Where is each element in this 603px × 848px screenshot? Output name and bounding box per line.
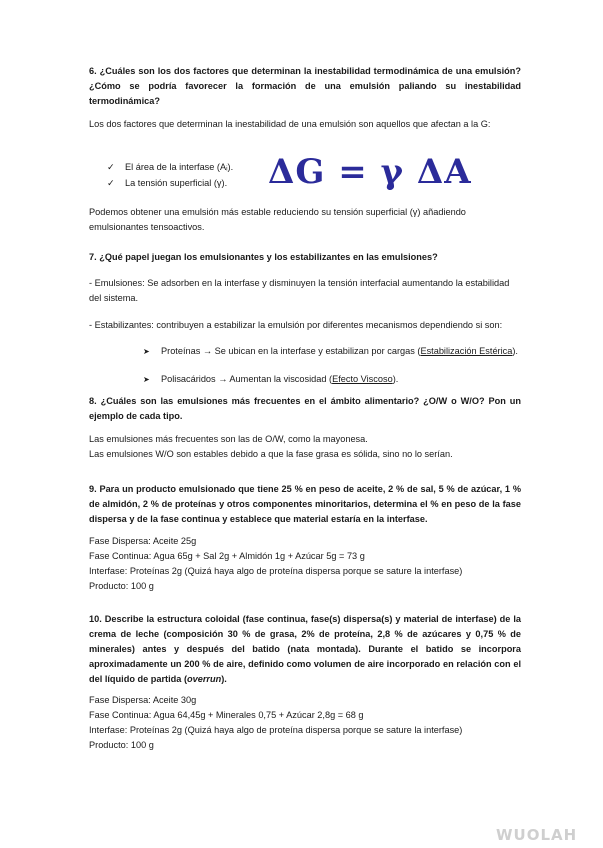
q10-producto: Producto: 100 g [89, 740, 154, 750]
q6-bullet-area [107, 160, 233, 175]
arrow-bullet-icon: ➤ [143, 347, 150, 356]
gibbs-formula: ΔG = γ ΔA [268, 152, 472, 192]
q8-answer [89, 432, 521, 462]
q6-intro: Los dos factores que determinan la inestabilidad de una emulsión son aquellos que afectan a la G: [89, 119, 491, 129]
q6-bullet-tension [107, 176, 227, 191]
q8-line-2: Las emulsiones W/O son estables debido a que la fase grasa es sólida, sino no lo serían. [89, 449, 453, 459]
q9-producto: Producto: 100 g [89, 581, 154, 591]
q7-estabilizantes: - Estabilizantes: contribuyen a estabilizar la emulsión por diferentes mecanismos dependiendo si son: [89, 320, 503, 330]
check-icon: ✓ [107, 178, 115, 188]
check-icon: ✓ [107, 162, 115, 172]
q10-question: 10. Describe la estructura coloidal (fase continua, fase(s) dispersa(s) y material de interfase) de la crema de leche (composición 30 % de grasa, 2% de proteína, 2,8 % de azúcares y 0,75 % de minerales) antes y después del batido (nata montada). Durante el batido se incorpora aproximadamente un 200 % de aire, definido como volumen de aire incorporado en relación con el del líquido de partida (overrun). [89, 614, 521, 684]
bullet-text: El área de la interfase (Aᵢ). [125, 162, 234, 172]
q10-interfase: Interfase: Proteínas 2g (Quizá haya algo de proteína dispersa porque se sature la interfase) [89, 725, 463, 735]
q9-fase-continua: Fase Continua: Agua 65g + Sal 2g + Almidón 1g + Azúcar 5g = 73 g [89, 551, 365, 561]
bullet-text: La tensión superficial (γ). [125, 178, 228, 188]
q10-fase-continua: Fase Continua: Agua 64,45g + Minerales 0,75 + Azúcar 2,8g = 68 g [89, 710, 364, 720]
efecto-viscoso-link: Efecto Viscoso [332, 374, 393, 384]
q10-answer [89, 693, 521, 753]
q9-interfase: Interfase: Proteínas 2g (Quizá haya algo de proteína dispersa porque se sature la interfase) [89, 566, 463, 576]
wuolah-watermark: WUOLAH [496, 826, 578, 844]
q7-emulsiones: - Emulsiones: Se adsorben en la interfase y disminuyen la tensión interfacial aumentando la estabilidad del sistema. [89, 278, 510, 303]
estabilizacion-esterica-link: Estabilización Estérica [420, 346, 513, 356]
q6-question: 6. ¿Cuáles son los dos factores que determinan la inestabilidad termodinámica de una emulsión?¿Cómo se podría favorecer la formación de una emulsión paliando su inestabilidad termodinámica? [89, 66, 521, 106]
q7-item-proteinas: ➤ Proteínas → Se ubican en la interfase y estabilizan por cargas (Estabilización Estérica). [143, 344, 523, 359]
q10-fase-dispersa: Fase Dispersa: Aceite 30g [89, 695, 197, 705]
arrow-bullet-icon: ➤ [143, 375, 150, 384]
q6-answer: Podemos obtener una emulsión más estable reduciendo su tensión superficial (γ) añadiendo emulsionantes tensoactivos. [89, 207, 466, 232]
q7-question: 7. ¿Qué papel juegan los emulsionantes y los estabilizantes en las emulsiones? [89, 252, 438, 262]
q9-fase-dispersa: Fase Dispersa: Aceite 25g [89, 536, 197, 546]
q8-question: 8. ¿Cuáles son las emulsiones más frecuentes en el ámbito alimentario? ¿O/W o W/O? Pon un ejemplo de cada tipo. [89, 396, 521, 421]
q8-line-1: Las emulsiones más frecuentes son las de O/W, como la mayonesa. [89, 434, 368, 444]
q9-question: 9. Para un producto emulsionado que tiene 25 % en peso de aceite, 2 % de sal, 5 % de azúcar, 1 % de almidón, 2 % de proteínas y otros componentes minoritarios, determina el % en peso de la fase dispersa y de la fase continua y establece que material estaría en la interfase. [89, 484, 521, 524]
q7-item-polisacaridos: ➤ Polisacáridos → Aumentan la viscosidad (Efecto Viscoso). [143, 372, 398, 387]
q9-answer [89, 534, 521, 594]
